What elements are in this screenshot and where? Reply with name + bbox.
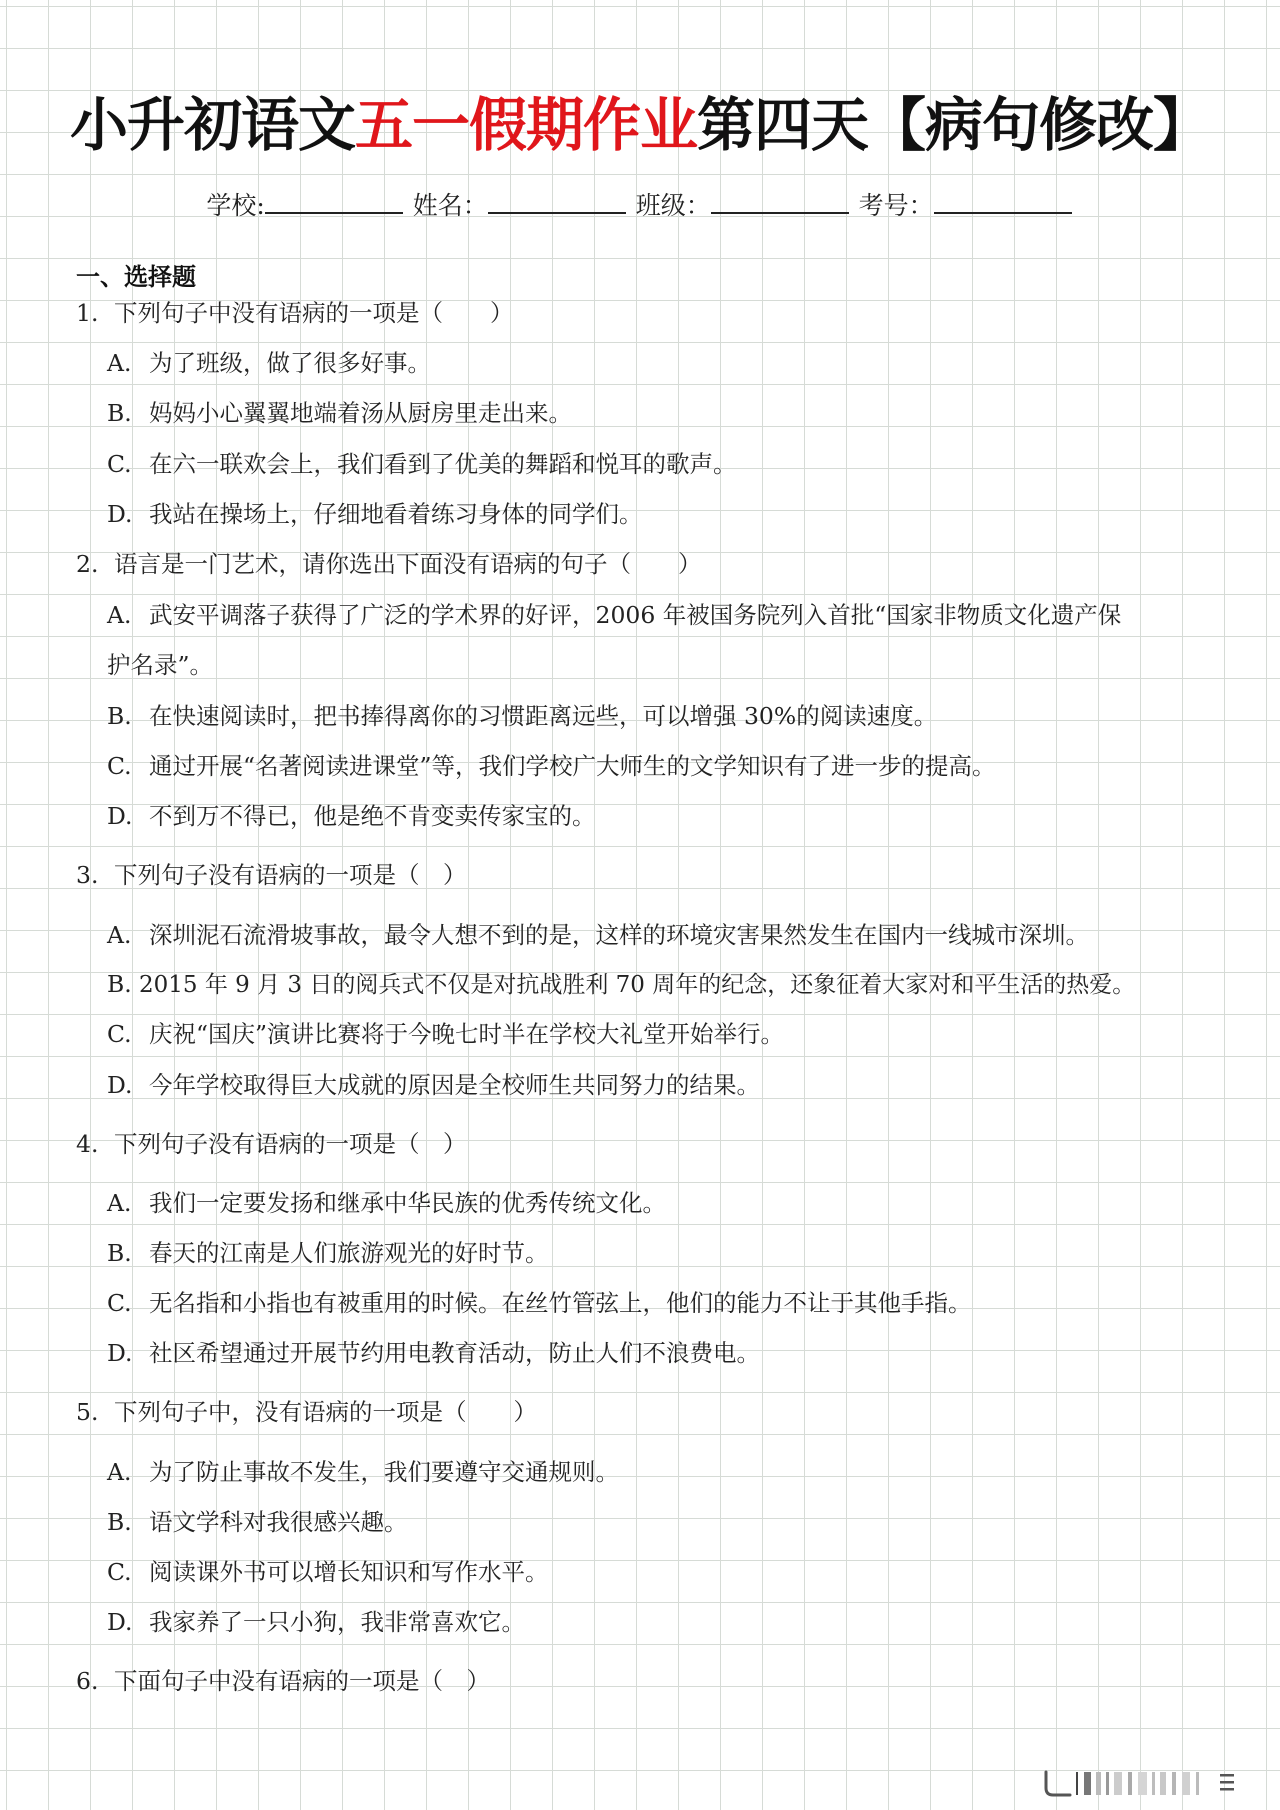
- question-1-option-d[interactable]: [107, 499, 643, 529]
- name-label: 姓名：: [412, 191, 488, 220]
- question-number: 2.: [76, 550, 99, 578]
- option-letter: B.: [107, 970, 132, 998]
- option-text: 通过开展“名著阅读进课堂”等，我们学校广大师生的文学知识有了进一步的提高。: [149, 752, 996, 780]
- option-text: 我家养了一只小狗，我非常喜欢它。: [149, 1608, 525, 1636]
- question-4-option-c[interactable]: [107, 1288, 972, 1318]
- question-2-option-a-continued: [107, 650, 213, 680]
- option-text: 护名录”。: [107, 651, 214, 679]
- question-text: 下列句子中，没有语病的一项是（ ）: [114, 1398, 537, 1426]
- option-text: 我站在操场上，仔细地看着练习身体的同学们。: [149, 500, 643, 528]
- option-letter: B.: [107, 399, 132, 427]
- question-4-option-a[interactable]: [107, 1188, 666, 1218]
- option-letter: C.: [107, 752, 132, 780]
- question-text: 下面句子中没有语病的一项是（ ）: [114, 1667, 490, 1695]
- option-text: 我们一定要发扬和继承中华民族的优秀传统文化。: [149, 1189, 666, 1217]
- question-number: 1.: [76, 299, 99, 327]
- title-part1: 小升初语文: [69, 91, 355, 159]
- question-3-stem: [76, 860, 467, 890]
- question-1-option-c[interactable]: [107, 449, 737, 479]
- option-text: 在六一联欢会上，我们看到了优美的舞蹈和悦耳的歌声。: [149, 450, 737, 478]
- school-blank[interactable]: [265, 190, 403, 214]
- option-letter: B.: [107, 1239, 132, 1267]
- exam-no-blank[interactable]: [934, 190, 1072, 214]
- question-text: 下列句子没有语病的一项是（ ）: [114, 1130, 467, 1158]
- question-5-option-a[interactable]: [107, 1457, 619, 1487]
- question-2-option-b[interactable]: [107, 701, 937, 731]
- option-text: 在快速阅读时，把书捧得离你的习惯距离远些，可以增强 30%的阅读速度。: [149, 702, 938, 730]
- section-title: 一、选择题: [76, 262, 196, 291]
- option-text: 武安平调落子获得了广泛的学术界的好评，2006 年被国务院列入首批“国家非物质文化遗产保: [149, 601, 1122, 629]
- option-letter: A.: [107, 601, 132, 629]
- option-letter: C.: [107, 450, 132, 478]
- option-letter: A.: [107, 349, 132, 377]
- class-field[interactable]: [636, 186, 851, 222]
- question-text: 下列句子中没有语病的一项是（ ）: [114, 299, 514, 327]
- question-4-option-b[interactable]: [107, 1238, 549, 1268]
- title-highlight: 五一假期作业: [354, 91, 697, 159]
- option-text: 阅读课外书可以增长知识和写作水平。: [149, 1558, 549, 1586]
- option-letter: D.: [107, 500, 133, 528]
- page-title: [0, 78, 1280, 162]
- option-text: 今年学校取得巨大成就的原因是全校师生共同努力的结果。: [149, 1071, 760, 1099]
- option-text: 妈妈小心翼翼地端着汤从厨房里走出来。: [149, 399, 572, 427]
- option-text: 社区希望通过开展节约用电教育活动，防止人们不浪费电。: [149, 1339, 760, 1367]
- option-letter: A.: [107, 921, 132, 949]
- option-letter: C.: [107, 1020, 132, 1048]
- option-text: 无名指和小指也有被重用的时候。在丝竹管弦上，他们的能力不让于其他手指。: [149, 1289, 972, 1317]
- question-number: 4.: [76, 1130, 99, 1158]
- school-field[interactable]: [206, 186, 404, 222]
- name-field[interactable]: [413, 186, 628, 222]
- option-letter: B.: [107, 1508, 132, 1536]
- option-letter: A.: [107, 1458, 132, 1486]
- question-3-option-d[interactable]: [107, 1070, 760, 1100]
- option-text: 深圳泥石流滑坡事故，最令人想不到的是，这样的环境灾害果然发生在国内一线城市深圳。: [149, 921, 1089, 949]
- class-blank[interactable]: [711, 190, 849, 214]
- student-info-row: [0, 186, 1280, 222]
- question-1-option-a[interactable]: [107, 348, 431, 378]
- exam-no-field[interactable]: [859, 186, 1074, 222]
- watermark-bars-icon: [1044, 1768, 1244, 1798]
- option-letter: C.: [107, 1558, 132, 1586]
- option-letter: C.: [107, 1289, 132, 1317]
- option-text: 春天的江南是人们旅游观光的好时节。: [149, 1239, 549, 1267]
- option-text: 为了防止事故不发生，我们要遵守交通规则。: [149, 1458, 619, 1486]
- option-text: 庆祝“国庆”演讲比赛将于今晚七时半在学校大礼堂开始举行。: [149, 1020, 785, 1048]
- class-label: 班级：: [635, 191, 711, 220]
- question-text: 下列句子没有语病的一项是（ ）: [114, 861, 467, 889]
- option-text: 不到万不得已，他是绝不肯变卖传家宝的。: [149, 802, 596, 830]
- question-5-option-d[interactable]: [107, 1607, 525, 1637]
- question-2-stem: [76, 549, 702, 579]
- question-4-stem: [76, 1129, 467, 1159]
- option-letter: A.: [107, 1189, 132, 1217]
- question-number: 6.: [76, 1667, 99, 1695]
- option-text: 语文学科对我很感兴趣。: [149, 1508, 408, 1536]
- option-text: 2015 年 9 月 3 日的阅兵式不仅是对抗战胜利 70 周年的纪念，还象征着大家对和平生活的热爱。: [139, 972, 1136, 998]
- question-2-option-d[interactable]: [107, 801, 596, 831]
- question-3-option-c[interactable]: [107, 1019, 784, 1049]
- exam-no-label: 考号：: [858, 191, 934, 220]
- school-label: 学校:: [206, 191, 265, 220]
- question-2-option-a[interactable]: [107, 600, 1121, 630]
- question-number: 3.: [76, 861, 99, 889]
- name-blank[interactable]: [488, 190, 626, 214]
- question-3-option-b[interactable]: [107, 969, 1135, 1000]
- option-text: 为了班级，做了很多好事。: [149, 349, 431, 377]
- question-1-stem: [76, 298, 514, 328]
- question-1-option-b[interactable]: [107, 398, 572, 428]
- question-3-option-a[interactable]: [107, 920, 1089, 950]
- question-number: 5.: [76, 1398, 99, 1426]
- question-5-option-c[interactable]: [107, 1557, 549, 1587]
- option-letter: D.: [107, 802, 133, 830]
- title-part3: 第四天【病句修改】: [697, 91, 1211, 159]
- option-letter: B.: [107, 702, 132, 730]
- question-4-option-d[interactable]: [107, 1338, 760, 1368]
- question-text: 语言是一门艺术，请你选出下面没有语病的句子（ ）: [114, 550, 702, 578]
- question-6-stem: [76, 1666, 490, 1696]
- question-2-option-c[interactable]: [107, 751, 996, 781]
- option-letter: D.: [107, 1071, 133, 1099]
- question-5-stem: [76, 1397, 537, 1427]
- option-letter: D.: [107, 1608, 133, 1636]
- question-5-option-b[interactable]: [107, 1507, 408, 1537]
- option-letter: D.: [107, 1339, 133, 1367]
